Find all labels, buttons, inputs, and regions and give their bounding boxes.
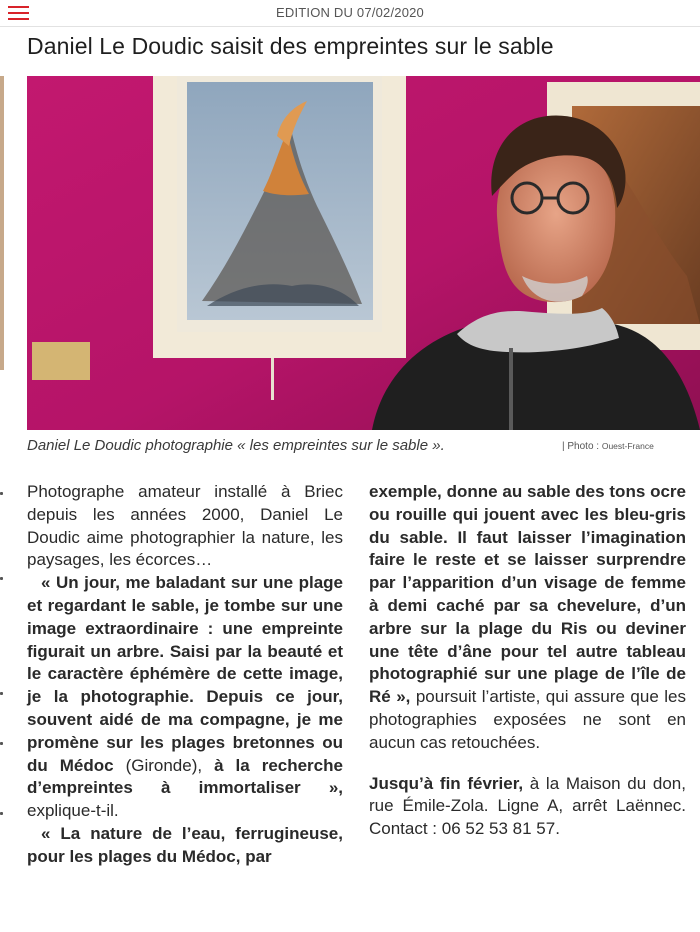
edition-date: EDITION DU 07/02/2020 xyxy=(276,5,424,20)
photo-credit: | Photo : Ouest-France xyxy=(562,441,654,452)
paragraph-quote-2: « La nature de l’eau, ferrugineuse, pour les plages du Médoc, par xyxy=(27,823,343,866)
article-column-left xyxy=(27,481,343,869)
photo-caption: Daniel Le Doudic photographie « les empreintes sur le sable ». xyxy=(27,437,445,454)
adjacent-column-marker xyxy=(0,577,3,580)
article-photo xyxy=(27,76,700,430)
adjacent-column-marker xyxy=(0,812,3,815)
top-bar xyxy=(0,0,700,26)
hanging-rod xyxy=(271,358,274,400)
adjacent-column-marker xyxy=(0,742,3,745)
paragraph-quote-2-cont: exemple, donne au sable des tons ocre ou rouille qui jouent avec les bleu-gris du sable. Il faut laisser l’imagination faire le reste et se laisser surprendre par l’apparition d’un visage de femme à demi caché par sa chevelure, d’un arbre sur la plage du Ris ou deviner une tête d’âne pour tel autre tableau photographié sur une plage de l’île de Ré », poursuit l’artiste, qui assure que les photographies exposées ne sont en aucun cas retouchées. xyxy=(369,482,686,752)
adjacent-column-marker xyxy=(0,692,3,695)
header-divider xyxy=(0,26,700,27)
article-column-right xyxy=(369,481,686,841)
practical-info: Jusqu’à fin février, à la Maison du don, rue Émile-Zola. Ligne A, arrêt Laënnec. Contact : 06 52 53 81 57. xyxy=(369,773,686,839)
paragraph-intro: Photographe amateur installé à Briec depuis les années 2000, Daniel Le Doudic aime photographier la nature, les paysages, les écorces… xyxy=(27,482,343,570)
article-title: Daniel Le Doudic saisit des empreintes sur le sable xyxy=(27,33,554,59)
framed-sand-photograph xyxy=(153,76,406,358)
paragraph-quote: « Un jour, me baladant sur une plage et regardant le sable, je tombe sur une image extraordinaire : une empreinte figurait un arbre. Saisi par la beauté et le caractère éphémère de cette image, je la photographie. Depuis ce jour, souvent aidé de ma compagne, je me promène sur les plages bretonnes ou du Médoc (Gironde), à la recherche d’empreintes à immortaliser », explique-t-il. xyxy=(27,573,343,821)
adjacent-page-edge-left xyxy=(0,76,4,370)
adjacent-column-marker xyxy=(0,492,3,495)
label-plaque xyxy=(32,342,90,380)
